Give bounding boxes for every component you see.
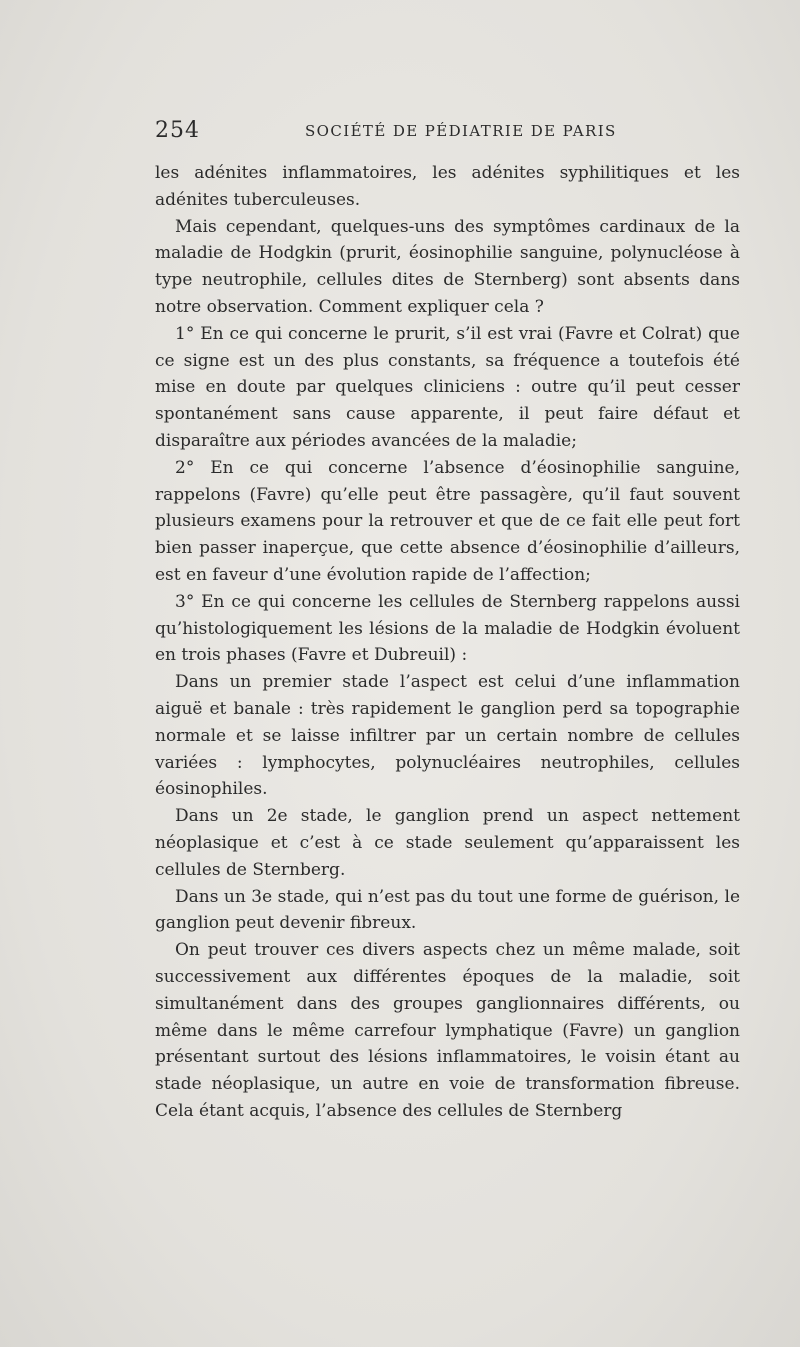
body-text <box>155 160 740 1125</box>
page-number: 254 <box>155 118 200 143</box>
running-title: SOCIÉTÉ DE PÉDIATRIE DE PARIS <box>305 122 617 140</box>
paragraph-stade-3: Dans un 3e stade, qui n’est pas du tout une forme de guérison, le ganglion peut devenir fibreux. <box>155 886 740 934</box>
paragraph-prurit: 1° En ce qui concerne le prurit, s’il est vrai (Favre et Colrat) que ce signe est un des plus constants, sa fréquence a toutefois été mise en doute par quelques cliniciens : outre qu’il peut cesser spontanément sans cause apparente, il peut faire défaut et disparaître aux périodes avancées de la maladie; <box>155 323 740 451</box>
paragraph-continuation: les adénites inflammatoires, les adénites syphilitiques et les adénites tuberculeuses. <box>155 163 740 210</box>
paragraph-stade-1: Dans un premier stade l’aspect est celui d’une inflammation aiguë et banale : très rapidement le ganglion perd sa topographie normale et se laisse infiltrer par un certain nombre de cellules variées : lymphocytes, polynucléaires neutrophiles, cellules éosinophiles. <box>155 672 740 800</box>
paragraph-aspects: On peut trouver ces divers aspects chez un même malade, soit successivement aux différentes époques de la maladie, soit simultanément dans des groupes ganglionnaires différents, ou même dans le même carrefour lymphatique (Favre) un ganglion présentant surtout des lésions inflammatoires, le voisin étant au stade néoplasique, un autre en voie de transformation fibreuse. Cela étant acquis, l’absence des cellules de Sternberg <box>155 940 740 1121</box>
paragraph-sternberg: 3° En ce qui concerne les cellules de Sternberg rappelons aussi qu’histologiquement les lésions de la maladie de Hodgkin évoluent en trois phases (Favre et Dubreuil) : <box>155 591 740 666</box>
paragraph-stade-2: Dans un 2e stade, le ganglion prend un aspect nettement néoplasique et c’est à ce stade seulement qu’apparaissent les cellules de Sternberg. <box>155 806 740 880</box>
paragraph-eosinophilie: 2° En ce qui concerne l’absence d’éosinophilie sanguine, rappelons (Favre) qu’elle peut être passagère, qu’il faut souvent plusieurs examens pour la retrouver et que de ce fait elle peut fort bien passer inaperçue, que cette absence d’éosinophilie d’ailleurs, est en faveur d’une évolution rapide de l’affection; <box>155 457 740 585</box>
paragraph-symptoms: Mais cependant, quelques-uns des symptômes cardinaux de la maladie de Hodgkin (prurit, éosinophilie sanguine, polynucléose à type neutrophile, cellules dites de Sternberg) sont absents dans notre observation. Comment expliquer cela ? <box>155 216 740 317</box>
page-header <box>155 118 740 148</box>
